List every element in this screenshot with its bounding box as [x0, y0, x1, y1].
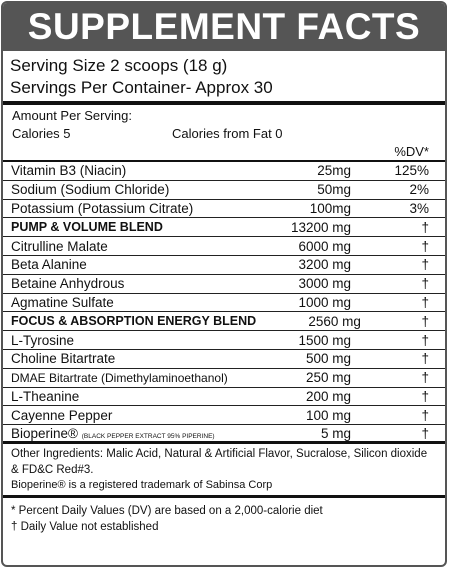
nutrient-name: Potassium (Potassium Citrate) — [11, 200, 194, 216]
ingredient-row — [3, 406, 445, 425]
nutrient-amount: 100mg — [309, 200, 351, 216]
ingredient-row — [3, 369, 445, 388]
ingredient-row — [3, 388, 445, 407]
bioperine-name: Bioperine® — [11, 425, 78, 441]
dv-column-header: %DV* — [394, 144, 429, 159]
ingredient-name: Agmatine Sulfate — [11, 294, 114, 310]
footnote-dagger: † Daily Value not established — [11, 520, 159, 533]
ingredient-name: Betaine Anhydrous — [11, 276, 125, 292]
bioperine-note: (BLACK PEPPER EXTRACT 95% PIPERINE) — [81, 432, 215, 440]
blend-name: FOCUS & ABSORPTION ENERGY BLEND — [11, 314, 257, 329]
nutrient-row — [3, 181, 445, 200]
ingredient-amount: 3000 mg — [298, 276, 351, 292]
amount-per-serving-label: Amount Per Serving: — [12, 108, 132, 123]
blend-row — [3, 218, 445, 237]
ingredient-row — [3, 350, 445, 369]
ingredient-dv: † — [421, 257, 429, 273]
blend-dv: † — [421, 219, 429, 235]
label-header — [3, 3, 445, 51]
nutrient-dv: 125% — [394, 163, 429, 179]
ingredient-name: DMAE Bitartrate (Dimethylaminoethanol) — [11, 370, 228, 385]
nutrient-row — [3, 162, 445, 181]
ingredient-dv: † — [421, 332, 429, 348]
servings-per-container: Servings Per Container- Approx 30 — [10, 78, 273, 97]
nutrient-amount: 25mg — [317, 163, 351, 179]
ingredient-name — [11, 426, 231, 441]
ingredient-row — [3, 256, 445, 275]
ingredient-amount: 3200 mg — [298, 257, 351, 273]
serving-size: Serving Size 2 scoops (18 g) — [10, 56, 228, 75]
amount-per-serving-section — [3, 105, 445, 143]
ingredient-name: Citrulline Malate — [11, 238, 108, 254]
ingredient-name: Cayenne Pepper — [11, 407, 113, 423]
footnotes — [3, 498, 445, 535]
ingredient-row — [3, 331, 445, 350]
ingredient-dv: † — [421, 370, 429, 386]
ingredient-dv: † — [421, 238, 429, 254]
supplement-facts-label — [1, 1, 447, 567]
ingredient-dv: † — [421, 294, 429, 310]
blend-amount: 2560 mg — [308, 313, 361, 329]
ingredient-name: L-Theanine — [11, 388, 80, 404]
ingredient-row — [3, 237, 445, 256]
ingredient-amount: 100 mg — [305, 407, 351, 423]
footnote-dv: * Percent Daily Values (DV) are based on a 2,000-calorie diet — [11, 504, 323, 517]
trademark-notice: Bioperine® is a registered trademark of Sabinsa Corp — [3, 478, 445, 498]
ingredient-amount: 500 mg — [305, 351, 351, 367]
ingredient-amount: 1500 mg — [298, 332, 351, 348]
ingredient-amount: 6000 mg — [298, 238, 351, 254]
nutrient-table — [3, 160, 445, 444]
ingredient-dv: † — [421, 276, 429, 292]
ingredient-dv: † — [421, 388, 429, 404]
ingredient-name: L-Tyrosine — [11, 332, 75, 348]
ingredient-dv: † — [421, 407, 429, 423]
nutrient-name: Vitamin B3 (Niacin) — [11, 163, 127, 179]
nutrient-dv: 2% — [409, 182, 429, 198]
ingredient-dv: † — [421, 351, 429, 367]
calories: Calories 5 — [12, 126, 71, 141]
ingredient-row — [3, 294, 445, 313]
ingredient-amount: 250 mg — [305, 370, 351, 386]
nutrient-name: Sodium (Sodium Chloride) — [11, 182, 170, 198]
ingredient-amount: 1000 mg — [298, 294, 351, 310]
blend-amount: 13200 mg — [290, 219, 351, 235]
calories-from-fat: Calories from Fat 0 — [172, 126, 283, 141]
ingredient-amount: 200 mg — [305, 388, 351, 404]
calories-row — [12, 125, 436, 143]
label-title: SUPPLEMENT FACTS — [27, 6, 421, 47]
ingredient-row — [3, 425, 445, 444]
serving-info — [3, 51, 445, 99]
blend-row — [3, 312, 445, 331]
other-ingredients: Other Ingredients: Malic Acid, Natural & Artificial Flavor, Sucralose, Silicon dioxide & FD&C Red#3. — [11, 447, 428, 476]
ingredient-dv: † — [421, 425, 429, 441]
nutrient-dv: 3% — [409, 200, 429, 216]
nutrient-row — [3, 200, 445, 219]
ingredient-row — [3, 275, 445, 294]
blend-name: PUMP & VOLUME BLEND — [11, 220, 163, 235]
ingredient-amount: 5 mg — [320, 425, 351, 441]
ingredient-name: Choline Bitartrate — [11, 351, 116, 367]
ingredient-name: Beta Alanine — [11, 257, 87, 273]
nutrient-amount: 50mg — [317, 182, 351, 198]
blend-dv: † — [421, 313, 429, 329]
